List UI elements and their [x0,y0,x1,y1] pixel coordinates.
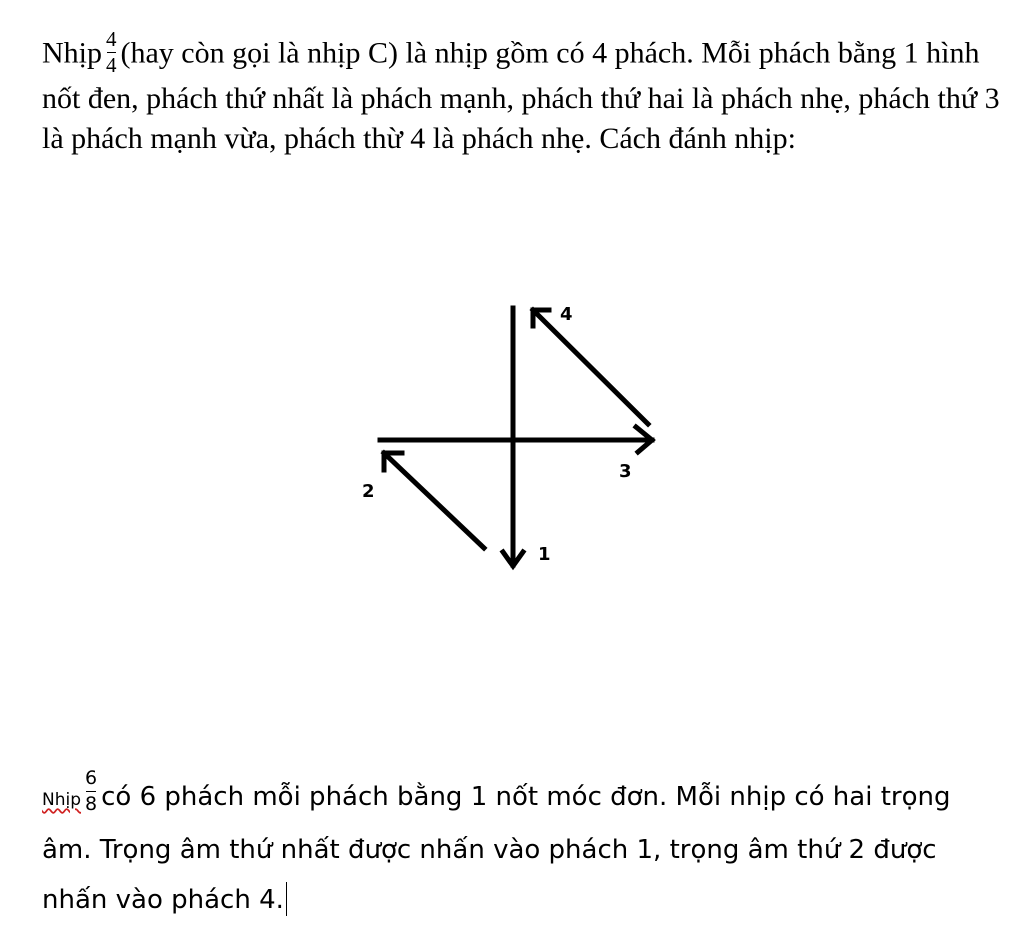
fraction-bar [86,791,96,792]
beat-3-label: 3 [619,461,632,482]
beat-2-line [384,453,484,548]
fraction-denominator: 8 [85,793,98,815]
time-word: Nhịp [42,36,102,70]
fraction-numerator: 4 [106,27,117,51]
beat-2-label: 2 [362,481,375,502]
beat-1-label: 1 [538,544,551,565]
paragraph-text: (hay còn gọi là nhịp C) là nhịp gồm có 4 phách. Mỗi phách bằng 1 hình nốt đen, phách thứ nhất là phách mạnh, phách thứ hai là phách nhẹ, phách thứ 3 là phách mạnh vừa, phách thừ 4 là phách nhẹ. Cách đánh nhịp: [42,36,1000,155]
time-signature-6-8 [85,769,97,814]
beat-4-label: 4 [560,304,573,325]
time-word: Nhịp [42,790,82,810]
beat-4-line [533,310,648,424]
text-cursor[interactable] [286,882,288,916]
fraction-denominator: 4 [106,53,117,77]
paragraph-text: có 6 phách mỗi phách bằng 1 nốt móc đơn. Mỗi nhịp có hai trọng âm. Trọng âm thứ nhất được nhấn vào phách 1, trọng âm thứ 2 được nhấn vào phách 4. [42,782,951,915]
paragraph-6-8-time [42,767,1002,925]
fraction-numerator: 6 [85,767,98,789]
